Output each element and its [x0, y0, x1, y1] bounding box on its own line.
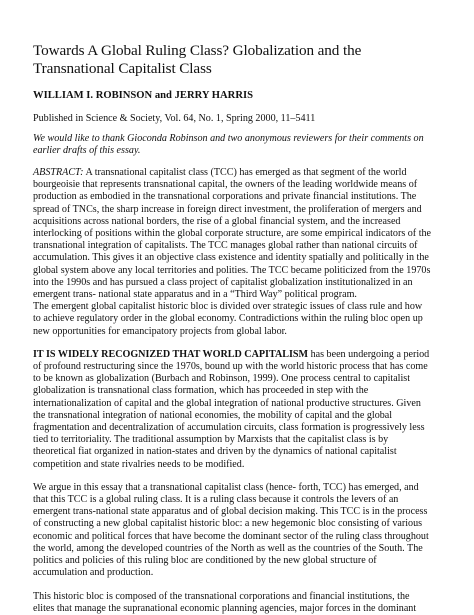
paragraph-text: has been undergoing a period of profound restructuring since the 1970s, bound up with the world historic process that has come to be known as globalization (Burbach and Robinson, 1999). One process central to capitalist globalization is transnational class formation, which has proceeded in step with the internationalization of capital and the global integration of national productive structures. Given the transnational integration of national economies, the mobility of capital and the global fragmentation and decentralization of accumulation circuits, class formation is progressively less tied to territoriality. The traditional assumption by Marxists that the capitalist class is by theoretical fiat organized in nation-states and driven by the dynamics of national capitalist competition and state rivalries needs to be modified. — [33, 348, 430, 470]
abstract-text: A transnational capitalist class (TCC) has emerged as that segment of the world bourgeoisie that represents transnational capital, the owners of the leading worldwide means of production as embodied in the transnational corporations and private financial institutions. The spread of TNCs, the sharp increase in foreign direct investment, the proliferation of mergers and acquisitions across national borders, the rise of a global financial system, and the increased interlocking of positions within the global corporate structure, are some empirical indicators of the transnational integration of capitalists. The TCC manages global rather than national circuits of accumulation. This gives it an objective class existence and identity spatially and politically in the global system above any local territories and polities. The TCC became politicized from the 1970s into the 1990s and has pursued a class project of capitalist globalization institutionalized in an emergent trans- national state apparatus and in a “Third Way” political program. — [33, 167, 432, 301]
acknowledgement: We would like to thank Gioconda Robinson and two anonymous reviewers for their comments on earlier drafts of this essay. — [33, 133, 424, 156]
paragraph-text: We argue in this essay that a transnational capitalist class (hence- forth, TCC) has emerged, and that this TCC is a global ruling class. It is a ruling class because it controls the levers of an emergent trans-national state apparatus and of global decision making. This TCC is in the process of constructing a new global capitalist historic bloc: a new hegemonic bloc consisting of various economic and political forces that have become the dominant sector of the ruling class throughout the world, among the developed countries of the North as well as the countries of the South. The politics and policies of this ruling bloc are conditioned by the new global structure of accumulation and production. — [33, 481, 429, 579]
abstract-continuation: The emergent global capitalist historic bloc is divided over strategic issues of class rule and how to achieve regulatory order in the global economy. Contradictions within the ruling bloc open up new opportunities for emancipatory projects from global labor. — [33, 301, 423, 337]
publication-info: Published in Science & Society, Vol. 64, No. 1, Spring 2000, 11–5411 — [33, 113, 316, 124]
paragraph-lead: IT IS WIDELY RECOGNIZED THAT WORLD CAPITALISM — [33, 348, 309, 360]
abstract-label: ABSTRACT: — [33, 167, 84, 178]
paragraph-text: This historic bloc is composed of the transnational corporations and financial institutions, the elites that manage the supranational economic planning agencies, major forces in the dominant — [33, 590, 417, 614]
body-paragraph-3 — [33, 591, 432, 615]
body-paragraph-1 — [33, 349, 432, 471]
body-paragraph-2 — [33, 482, 432, 580]
paper-authors: WILLIAM I. ROBINSON and JERRY HARRIS — [33, 90, 253, 101]
paper-title: Towards A Global Ruling Class? Globalization and the Transnational Capitalist Class — [33, 42, 362, 77]
abstract — [33, 167, 432, 338]
